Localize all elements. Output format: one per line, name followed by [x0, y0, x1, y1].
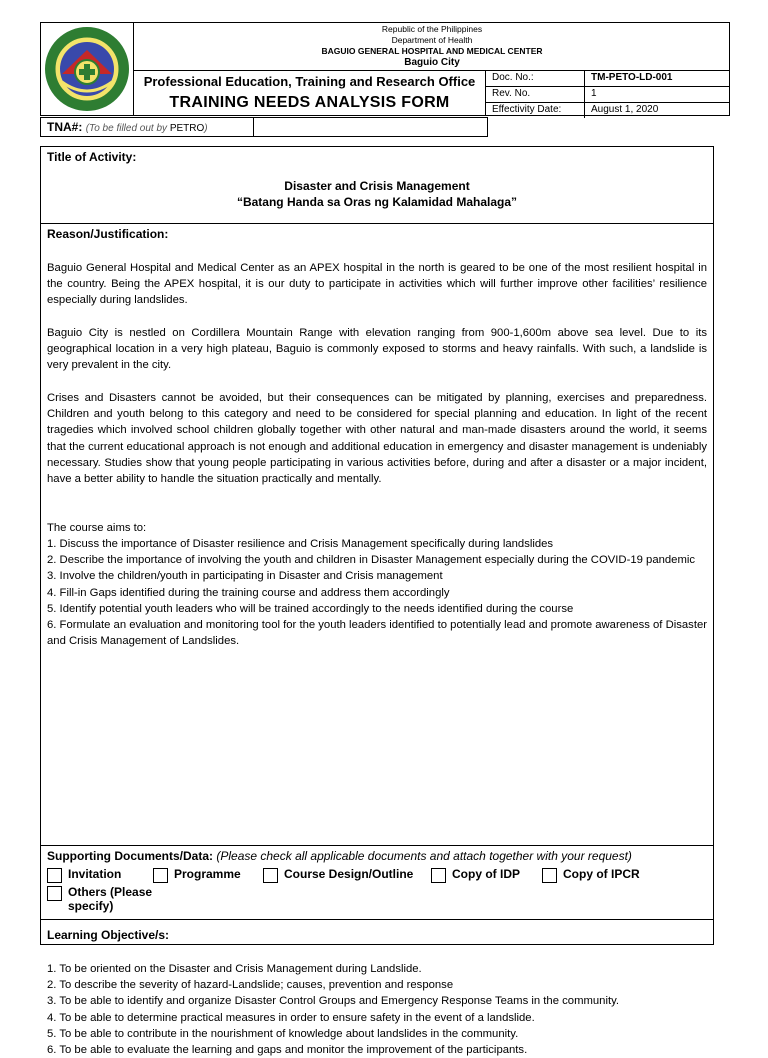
meta-value: TM-PETO-LD-001	[591, 72, 673, 83]
meta-value: 1	[591, 88, 597, 99]
checkbox-label: Others (Please specify)	[68, 885, 153, 913]
office-title-block	[134, 71, 486, 116]
checkbox-label: Copy of IDP	[452, 867, 520, 881]
meta-row-rev-no	[486, 87, 730, 103]
reason-paragraph-3: Crises and Disasters cannot be avoided, but their consequences can be mitigated by planning, exercises and preparedness. Children and youth belong to this category and need to be considered for special planning and education. In light of the recent tragedies which involved school children globally together with other natural and man-made disasters around the world, it seems that the current educational approach is not enough and additional education in emergency and disaster management is undeniably necessary. Studies show that young people participating in various activities before, during and after a disaster or a major incident, have a better ability to handle the situation practically and mentally.	[47, 392, 707, 486]
tna-number-row	[40, 117, 488, 137]
hospital-seal-logo	[40, 22, 134, 116]
reason-paragraph-2: Baguio City is nestled on Cordillera Mountain Range with elevation ranging from 900-1,600m above sea level. Due to its geographical location in a very high plateau, Baguio is commonly exposed to storms and heavy rainfalls. With such, a landslide is very prevalent in the city.	[47, 327, 707, 372]
header-city: Baguio City	[404, 57, 460, 68]
logo-cell	[40, 22, 134, 116]
checkbox-label: Programme	[174, 867, 241, 881]
reason-label: Reason/Justification:	[47, 227, 169, 241]
checkbox-invitation[interactable]	[47, 867, 121, 883]
tna-note: (To be filled out by PETRO)	[85, 123, 208, 134]
title-of-activity-section	[41, 147, 713, 224]
activity-name: Disaster and Crisis Management	[284, 179, 470, 193]
course-aims-list	[47, 536, 707, 649]
list-item: 4. Fill-in Gaps identified during the training course and address them accordingly	[47, 586, 450, 599]
meta-key: Rev. No.	[486, 87, 585, 102]
title-of-activity-label: Title of Activity:	[47, 150, 137, 164]
supporting-documents-section	[41, 846, 713, 920]
checkbox-square[interactable]	[47, 886, 62, 901]
list-item: 4. To be able to determine practical measures in order to ensure safety in the event of a landslide.	[47, 1011, 535, 1024]
tna-number-field[interactable]	[247, 118, 487, 136]
checkbox-others[interactable]	[47, 885, 152, 913]
list-item: 6. Formulate an evaluation and monitoring tool for the youth leaders identified to potentially lead and promote awareness of Disaster and Crisis Management of Landslides.	[47, 619, 708, 648]
checkbox-label: Invitation	[68, 867, 122, 881]
supporting-documents-label: Supporting Documents/Data:	[47, 849, 214, 863]
checkbox-copy-of-idp[interactable]	[431, 867, 520, 883]
header-republic: Republic of the Philippines	[381, 24, 483, 34]
list-item: 2. Describe the importance of involving the youth and children in Disaster Management especially during the COVID-19 pandemic	[47, 554, 696, 567]
checkbox-square[interactable]	[431, 868, 446, 883]
header-hospital-name: BAGUIO GENERAL HOSPITAL AND MEDICAL CENTER	[321, 46, 543, 56]
learning-objectives-label: Learning Objective/s:	[47, 928, 170, 942]
checkbox-programme[interactable]	[153, 867, 241, 883]
list-item: 5. To be able to contribute in the nourishment of knowledge about landslides in the community.	[47, 1027, 519, 1040]
reason-section	[41, 224, 713, 846]
tna-form-body	[40, 146, 714, 1057]
supporting-documents-header	[47, 849, 632, 863]
list-item: 3. Involve the children/youth in participating in Disaster and Crisis management	[47, 570, 443, 583]
meta-value: August 1, 2020	[591, 104, 659, 115]
list-item: 2. To describe the severity of hazard-Landslide; causes, prevention and response	[47, 979, 454, 992]
meta-key: Effectivity Date:	[486, 103, 585, 118]
supporting-documents-note: (Please check all applicable documents and attach together with your request)	[216, 849, 632, 863]
checkbox-square[interactable]	[47, 868, 62, 883]
checkbox-square[interactable]	[263, 868, 278, 883]
meta-key: Doc. No.:	[486, 71, 585, 86]
header-agency-block	[134, 22, 730, 71]
office-name: Professional Education, Training and Research Office	[143, 74, 476, 89]
list-item: 1. To be oriented on the Disaster and Crisis Management during Landslide.	[47, 963, 422, 975]
form-title: TRAINING NEEDS ANALYSIS FORM	[169, 94, 450, 111]
checkbox-copy-of-ipcr[interactable]	[542, 867, 640, 883]
learning-objectives-list	[47, 961, 707, 1058]
checkbox-label: Course Design/Outline	[284, 867, 414, 881]
checkbox-course-design[interactable]	[263, 867, 413, 883]
meta-row-effectivity	[486, 103, 730, 118]
header-department: Department of Health	[391, 35, 473, 45]
course-aims-intro: The course aims to:	[47, 522, 147, 534]
tna-label: TNA#:	[47, 120, 83, 134]
meta-row-doc-no	[486, 71, 730, 87]
list-item: 1. Discuss the importance of Disaster resilience and Crisis Management specifically during landslides	[47, 538, 554, 550]
list-item: 3. To be able to identify and organize Disaster Control Groups and Emergency Response Teams in the community.	[47, 995, 620, 1008]
checkbox-square[interactable]	[153, 868, 168, 883]
checkbox-square[interactable]	[542, 868, 557, 883]
tna-label-cell	[41, 118, 254, 136]
list-item: 5. Identify potential youth leaders who will be trained accordingly to the needs identified during the course	[47, 602, 574, 615]
reason-paragraph-1: Baguio General Hospital and Medical Center as an APEX hospital in the north is geared to be one of the most resilient hospital in the country. Being the APEX hospital, it is our duty to participate in activities which will further improve other facilities’ resilience especially during landslides.	[47, 262, 707, 307]
activity-tagline: “Batang Handa sa Oras ng Kalamidad Mahalaga”	[236, 195, 518, 209]
list-item: 6. To be able to evaluate the learning and gaps and monitor the improvement of the participants.	[47, 1044, 528, 1057]
checkbox-label: Copy of IPCR	[563, 867, 640, 881]
document-meta-table	[486, 71, 730, 116]
